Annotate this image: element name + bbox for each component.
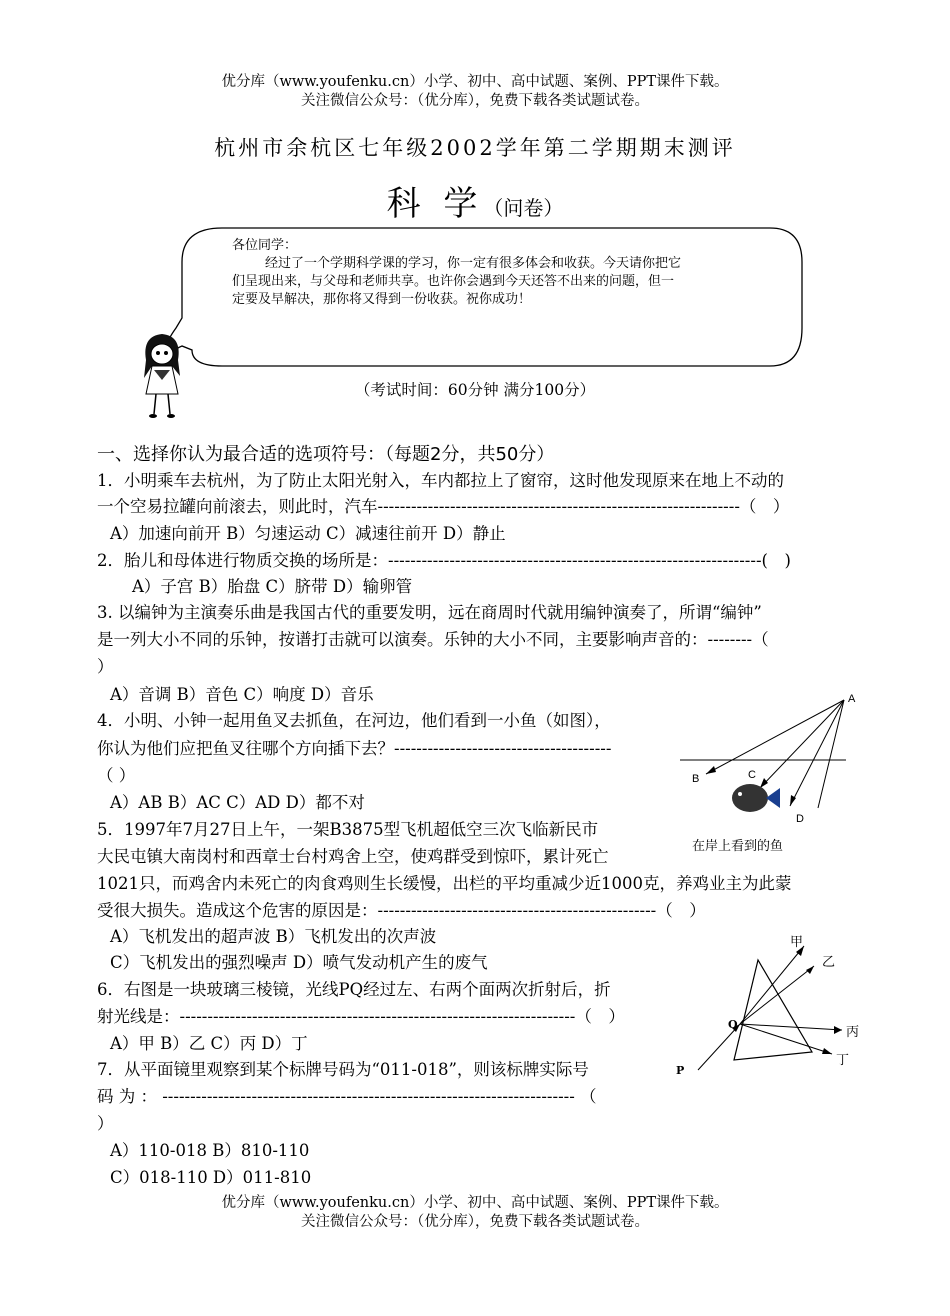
q5-line-1: 5．1997年7月27日上午，一架B3875型飞机超低空三次飞临新民市 <box>97 820 599 839</box>
label-b: B <box>692 773 700 785</box>
q4-line-3: （ ） <box>97 766 136 785</box>
fish-caption: 在岸上看到的鱼 <box>692 839 784 854</box>
q5-line-2: 大民屯镇大南岗村和西章士台村鸡舍上空，使鸡群受到惊吓，累计死亡 <box>97 847 609 866</box>
q5-options-ab: A）飞机发出的超声波 B）飞机发出的次声波 <box>110 927 437 946</box>
q3-line-2: 是一列大小不同的乐钟，按谱打击就可以演奏。乐钟的大小不同，主要影响声音的：--------（ <box>97 630 769 649</box>
label-q: Q <box>728 1018 738 1031</box>
q1-line-1: 1．小明乘车去杭州，为了防止太阳光射入，车内都拉上了窗帘，这时他发现原来在地上不动的 <box>97 471 784 490</box>
fish-icon <box>732 784 768 812</box>
q2-options: A）子宫 B）胎盘 C）脐带 D）输卵管 <box>132 577 413 596</box>
footer-line-1: 优分库（www.youfenku.cn）小学、初中、高中试题、案例、PPT课件下载。 <box>221 1195 729 1211</box>
q6-options: A）甲 B）乙 C）丙 D）丁 <box>110 1034 308 1053</box>
label-a: A <box>848 693 856 705</box>
q1-line-2: 一个空易拉罐向前滚去，则此时，汽车-----------------------------------------------------------------（ ） <box>97 497 790 516</box>
bubble-line-3: 定要及早解决，那你将又得到一份收获。祝你成功！ <box>232 292 532 307</box>
label-d: D <box>796 813 804 825</box>
cartoon-girl-illustration <box>132 330 192 422</box>
header-line-1: 优分库（www.youfenku.cn）小学、初中、高中试题、案例、PPT课件下载。 <box>221 74 729 90</box>
q6-line-1: 6．右图是一块玻璃三棱镜，光线PQ经过左、右两个面两次折射后，折 <box>97 980 611 999</box>
exam-title: 杭州市余杭区七年级2002学年第二学期期末测评 <box>214 136 736 160</box>
q3-line-1: 3. 以编钟为主演奏乐曲是我国古代的重要发明，远在商周时代就用编钟演奏了，所谓“编钟” <box>97 603 762 622</box>
exam-info: （考试时间：60分钟 满分100分） <box>354 381 596 399</box>
q7-line-2: 码 为 ： -------------------------------------------------------------------------- （ <box>97 1087 597 1106</box>
q2-line-1: 2．胎儿和母体进行物质交换的场所是：-------------------------------------------------------------------( ) <box>97 551 791 570</box>
header-line-2: 关注微信公众号：（优分库），免费下载各类试题试卷。 <box>301 93 649 109</box>
q4-line-1: 4．小明、小钟一起用鱼叉去抓鱼，在河边，他们看到一小鱼（如图）， <box>97 711 611 730</box>
bubble-line-2: 们呈现出来，与父母和老师共享。也许你会遇到今天还答不出来的问题，但一 <box>232 274 675 289</box>
fish-diagram <box>678 688 868 860</box>
section-1-heading: 一、选择你认为最合适的选项符号：（每题2分，共50分） <box>97 444 555 465</box>
q7-options-cd: C）018-110 D）011-810 <box>110 1168 312 1187</box>
bubble-greeting: 各位同学： <box>232 238 298 253</box>
q7-options-ab: A）110-018 B）810-110 <box>110 1141 310 1160</box>
label-yi: 乙 <box>822 955 836 970</box>
q7-line-3: ） <box>97 1114 114 1133</box>
q4-line-2: 你认为他们应把鱼叉往哪个方向插下去？--------------------------------------- <box>97 739 612 758</box>
q5-options-cd: C）飞机发出的强烈噪声 D）喷气发动机产生的废气 <box>110 953 488 972</box>
q5-line-3: 1021只，而鸡舍内未死亡的肉食鸡则生长缓慢，出栏的平均重减少近1000克，养鸡业主为此蒙 <box>97 874 792 893</box>
label-p: P <box>676 1064 685 1077</box>
q1-options: A）加速向前开 B）匀速运动 C）减速往前开 D）静止 <box>110 524 506 543</box>
q4-options: A）AB B）AC C）AD D）都不对 <box>110 793 365 812</box>
prism-diagram <box>676 932 866 1082</box>
subject-name: 科 学 <box>386 184 484 224</box>
q5-line-4: 受很大损失。造成这个危害的原因是：--------------------------------------------------（ ） <box>97 901 706 920</box>
q7-line-1: 7．从平面镜里观察到某个标牌号码为“011-018”，则该标牌实际号 <box>97 1060 589 1079</box>
q3-options: A）音调 B）音色 C）响度 D）音乐 <box>110 685 374 704</box>
subject-note: （问卷） <box>483 196 564 220</box>
label-jia: 甲 <box>790 935 804 950</box>
label-c: C <box>748 769 756 781</box>
footer-line-2: 关注微信公众号：（优分库），免费下载各类试题试卷。 <box>301 1214 649 1230</box>
label-bing: 丙 <box>846 1025 860 1040</box>
q6-line-2: 射光线是：-----------------------------------------------------------------------（ ） <box>97 1007 625 1026</box>
q3-line-3: ） <box>97 657 114 676</box>
label-ding: 丁 <box>836 1053 850 1068</box>
bubble-line-1: 经过了一个学期科学课的学习，你一定有很多体会和收获。今天请你把它 <box>265 256 682 271</box>
